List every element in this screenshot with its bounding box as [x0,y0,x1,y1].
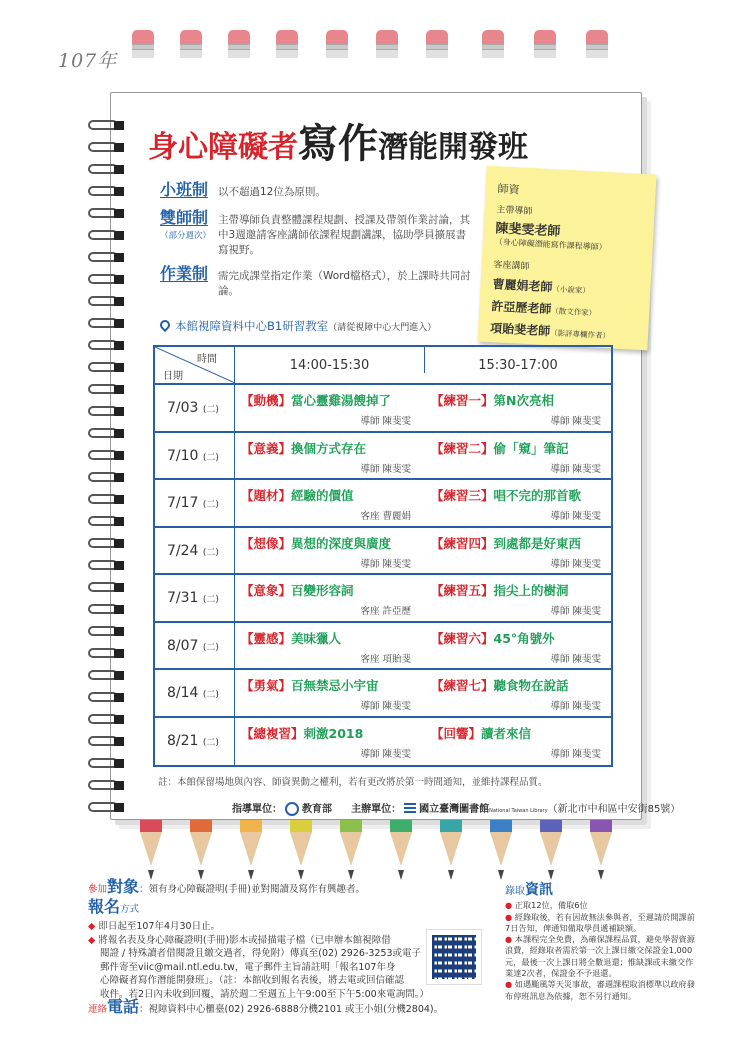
pencil-icon [240,820,262,866]
location-main: 本館視障資料中心B1研習教室 [175,319,329,333]
row-date [155,718,235,766]
signup-item-1: 即日起至107年4月30日止。 [98,921,221,932]
date-value: 7/17 [167,495,199,511]
signup-heading [88,897,140,917]
date-day: (二) [202,405,219,415]
title-part3: 潛能開發班 [378,130,528,165]
session-title: 唱不完的那首歌 [493,488,582,503]
target-text: ：領有身心障礙證明(手冊)並對閱讀及寫作有興趣者。 [139,884,365,895]
session-tag: 【意象】 [241,583,292,598]
schedule-table [153,345,613,767]
session-title: 偷「窺」筆記 [493,440,569,456]
year-label: 107年 [58,50,118,72]
teachers-sticky-note [478,166,657,351]
schedule-note: 註：本館保留場地與內容、師資異動之權利，若有更改將於第一時間通知，並維持課程品質。 [158,777,548,788]
sticky-header: 師資 [497,182,520,197]
session-teacher: 導師 陳斐雯 [360,701,411,712]
feature-text: 以不超過12位為原則。 [218,186,326,198]
pencil-icon [590,820,612,866]
pencil-icon [440,820,462,866]
signup-item-2c: 郵件寄至viic@mail.ntl.edu.tw，電子郵件主旨請註明「報名107年身 [100,961,396,973]
session-tag: 【意義】 [241,440,292,456]
host-addr: （新北市中和區中安街85號） [547,804,681,815]
signup-item-2a: 將報名表及身心障礙證明(手冊)影本或掃描電子檔（已申辦本館視障借 [98,934,391,946]
session-teacher: 導師 陳斐雯 [550,416,601,427]
date-value: 8/14 [167,685,199,701]
row-date [155,433,235,479]
schedule-row [155,528,611,576]
guest-label: 客座講師 [493,260,530,273]
session-cell-2 [431,391,617,427]
session-title: 第N次亮相 [493,393,554,408]
session-title: 換個方式存在 [291,440,367,456]
contact-heading: 電話 [107,997,140,1016]
target-heading: 對象 [107,877,140,896]
guest-name: 曹麗娟老師 [492,277,553,295]
session-title: 百變形容詞 [291,583,354,598]
session-tag: 【練習七】 [431,678,494,693]
organizers [232,800,680,816]
row-date [155,623,235,669]
guest-desc: （影評專欄作者） [549,328,611,341]
signup-small: 方式 [120,904,140,915]
date-day: (二) [202,595,219,605]
session-cell-1 [241,439,427,475]
session-title: 當心靈雞湯餿掉了 [291,393,392,408]
guide-label: 指導單位： [232,804,282,815]
schedule-row [155,670,611,718]
session-tag: 【題材】 [241,488,292,503]
session-tag: 【練習三】 [431,488,494,503]
date-day: (二) [202,500,219,510]
admission-info: 錄取資訊 ● 正取12位，備取6位 ● 經錄取後，若有因故無法參與者，至遲請於開課前7日告知，俾通知備取學員遞補缺額。 ● 本課程完全免費，為確保課程品質，避免學習資源浪費，經錄取者需於第一次上課日繳交保證金1,000元，最後一次上課日將全數退還；惟缺課或未繳交作業達2次者，保證金不予退還。 ● 如遇颱風等天災事故，審週課程取消標準以政府發布停班訊息為依據，恕不另行通知。 [505,882,695,1001]
session-title: 經驗的價值 [291,488,354,503]
guest-desc: （散文作家） [550,306,597,318]
guest-name: 許亞歷老師 [491,299,552,317]
row-date [155,575,235,621]
signup-item-2e: 收件。若2日內未收到回覆，請於週二至週五上午9:00至下午5:00來電詢問。） [100,988,429,1000]
feature-head: 雙師制 [160,208,209,227]
admission-pre: 錄取 [505,886,525,897]
contact-pre: 連絡 [88,1004,108,1015]
session-cell-1 [241,676,427,712]
date-day: (二) [202,737,219,748]
host-label: 主辦單位： [351,804,402,815]
location-pin-icon [158,318,172,332]
lead-name: 陳斐雯老師 [495,221,561,240]
date-value: 8/21 [167,732,199,749]
host-name: 國立臺灣圖書館 [419,804,490,815]
row-date [155,480,235,526]
session-cell-1 [241,391,427,427]
session-cell-2 [431,439,617,475]
feature-sub: （部分週次） [160,231,212,241]
session-cell-1 [241,724,427,760]
signup-details: ◆ 即日起至107年4月30日止。 ◆ 將報名表及身心障礙證明(手冊)影本或掃描電子檔（已申辦本館視障借 閱證 / 特殊讀者借閱證且繳交過者，得免附）傳真至(02) 2926-3253或電子 郵件寄至viic@mail.ntl.edu.tw，電子郵件主旨請註明「報名107年身 心障礙者寫作潛能開發班」。（註：本館收到報名表後，將去電或回信確認 收件。若2日內未收到回覆，請於週二至週五上午9:00至下午5:00來電詢問。） [88,921,429,1000]
session-title: 聽食物在說話 [493,678,569,693]
session-cell-1 [241,486,427,522]
row-date [155,528,235,574]
admission-item: 如遇颱風等天災事故，審週課程取消標準以政府發布停班訊息為依據，恕不另行通知。 [505,979,695,1001]
session-cell-1 [241,581,427,617]
date-day: (二) [202,547,219,558]
moe-seal-icon [285,802,299,816]
feature-head: 作業制 [160,264,209,283]
lead-label: 主帶導師 [496,205,533,218]
session-teacher: 導師 陳斐雯 [550,511,601,522]
session-cell-2 [431,676,617,712]
location-note: （請從視障中心大門進入） [328,323,437,333]
session-tag: 【練習二】 [431,440,494,456]
session-teacher: 客座 項貽斐 [360,653,411,665]
session-title: 百無禁忌小宇宙 [291,678,379,693]
session-teacher: 導師 陳斐雯 [360,463,411,475]
date-day: (二) [202,690,219,700]
host-en: National Taiwan Library [489,808,548,814]
session-cell-2 [431,724,617,760]
date-value: 8/07 [167,637,199,654]
pencil-icon [140,820,162,866]
session-title: 刺激2018 [303,725,364,741]
session-teacher: 導師 陳斐雯 [550,463,601,475]
session-title: 讀者來信 [481,725,532,741]
location [160,318,436,334]
date-value: 7/10 [167,447,199,464]
title-part1: 身心障礙者 [148,130,298,165]
schedule-header [155,347,611,385]
contact [88,997,444,1017]
session-tag: 【總複習】 [241,725,304,741]
feature-text: 主帶導師負責整體課程規劃、授課及帶領作業討論，其中3週邀請客座講師依課程規劃講課，協助學員擴展書寫視野。 [218,214,470,256]
session-tag: 【想像】 [241,535,292,551]
session-tag: 【勇氣】 [241,678,292,693]
contact-text: ：視障資料中心櫃臺(02) 2926-6888分機2101 或王小姐(分機2804)。 [139,1004,444,1015]
guest-name: 項貽斐老師 [489,321,551,339]
session-cell-2 [431,486,617,522]
row-date [155,670,235,716]
signup-item-2b: 閱證 / 特殊讀者借閱證且繳交過者，得免附）傳真至(02) 2926-3253或電子 [100,948,422,959]
date-value: 7/03 [167,400,199,416]
lead-desc: （身心障礙潛能寫作課程導師） [494,237,607,253]
date-day: (二) [202,452,219,463]
schedule-row [155,718,611,766]
corner-time: 時間 [197,354,217,365]
session-teacher: 導師 陳斐雯 [550,653,601,665]
pencil-icon [290,820,312,866]
title-part2: 寫作 [298,120,378,167]
schedule-row [155,480,611,528]
session-tag: 【回響】 [431,725,482,741]
schedule-row [155,385,611,433]
target-audience [88,877,365,897]
target-pre: 參加 [88,884,108,895]
session-teacher: 導師 陳斐雯 [550,606,601,617]
page-title [148,112,628,169]
pencil-icon [540,820,562,866]
schedule-row [155,433,611,481]
session-title: 到處都是好東西 [493,535,582,551]
guide-name: 教育部 [302,804,332,815]
session-teacher: 客座 曹麗娟 [360,511,411,522]
session-cell-2 [431,534,617,570]
schedule-corner [155,347,235,383]
session-teacher: 導師 陳斐雯 [550,558,601,570]
col-header-2: 15:30-17:00 [478,358,558,373]
date-day: (二) [202,642,219,653]
date-value: 7/24 [167,542,199,559]
session-cell-1 [241,534,427,570]
session-tag: 【靈感】 [241,630,292,646]
pencil-icon [390,820,412,866]
feature-head: 小班制 [160,180,209,199]
session-teacher: 導師 陳斐雯 [550,701,601,712]
library-logo-icon [404,803,416,815]
session-cell-1 [241,629,427,665]
session-tag: 【練習五】 [431,583,494,598]
admission-item: 本課程完全免費，為確保課程品質，避免學習資源浪費，經錄取者需於第一次上課日繳交保證金1,000元，最後一次上課日將全數退還；惟缺課或未繳交作業達2次者，保證金不予退還。 [505,934,695,979]
session-tag: 【練習四】 [431,535,494,551]
session-title: 指尖上的樹洞 [493,583,569,598]
session-title: 45°角號外 [493,630,555,646]
session-title: 美味獵人 [291,630,342,646]
schedule-row [155,575,611,623]
admission-item: 經錄取後，若有因故無法參與者，至遲請於開課前7日告知，俾通知備取學員遞補缺額。 [505,911,695,933]
session-tag: 【動機】 [241,393,292,408]
session-cell-2 [431,581,617,617]
session-teacher: 客座 許亞歷 [360,606,411,617]
date-value: 7/31 [167,590,199,606]
pencil-icon [190,820,212,866]
col-header-1: 14:00-15:30 [235,347,425,373]
session-teacher: 導師 陳斐雯 [360,558,411,570]
admission-heading: 資訊 [525,882,553,898]
signup-item-2d: 心障礙者寫作潛能開發班」。（註：本館收到報名表後，將去電或回信確認 [100,975,405,986]
session-title: 異想的深度與廣度 [291,535,392,551]
session-tag: 【練習一】 [431,393,494,408]
session-teacher: 導師 陳斐雯 [550,748,601,760]
qr-code-icon[interactable] [427,930,481,984]
corner-date: 日期 [163,371,183,382]
feature-text: 需完成課堂指定作業（Word檔格式），於上課時共同討論。 [218,270,471,297]
session-tag: 【練習六】 [431,630,494,646]
session-teacher: 導師 陳斐雯 [360,748,411,760]
session-teacher: 導師 陳斐雯 [360,416,411,427]
session-cell-2 [431,629,617,665]
admission-item: 正取12位，備取6位 [514,900,588,911]
schedule-row [155,623,611,671]
row-date [155,385,235,431]
guest-desc: （小說家） [552,284,591,296]
signup-big: 報名 [88,897,121,916]
pencil-icon [340,820,362,866]
pencil-icon [490,820,512,866]
